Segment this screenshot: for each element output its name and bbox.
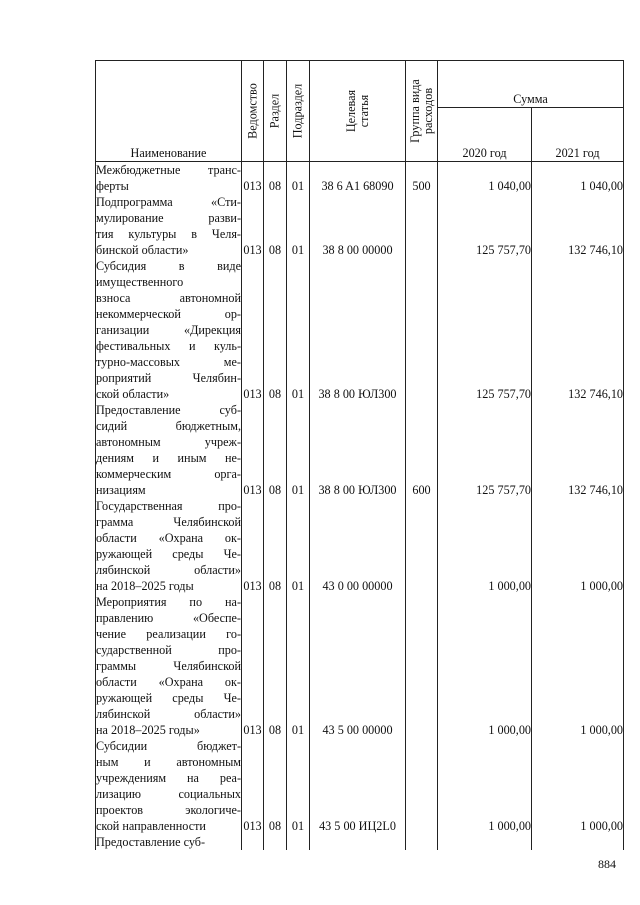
- table-row: [96, 738, 624, 834]
- row-vedomstvo: 013: [242, 738, 264, 834]
- row-name-line: ской области»: [96, 387, 170, 401]
- row-name-line: автономным учреж-: [96, 435, 241, 449]
- header-podrazdel: Подраздел: [287, 61, 310, 162]
- row-sum-2020: 125 757,70: [438, 402, 532, 498]
- row-target-article: 38 6 A1 68090: [310, 162, 406, 195]
- row-name-line: грамма Челябинской: [96, 515, 241, 529]
- row-podrazdel: 01: [287, 194, 310, 258]
- row-name-line: ружающей среды Че-: [96, 547, 241, 561]
- row-name: [96, 834, 242, 850]
- row-name-line: Субсидии бюджет-: [96, 739, 241, 753]
- row-name: [96, 738, 242, 834]
- row-razdel: 08: [264, 738, 287, 834]
- row-target-article: 38 8 00 ЮЛ300: [310, 402, 406, 498]
- table-row: [96, 594, 624, 738]
- row-sum-2020: [438, 834, 532, 850]
- row-sum-2020: 1 040,00: [438, 162, 532, 195]
- row-name-line: Предоставление суб-: [96, 403, 241, 417]
- header-razdel: Раздел: [264, 61, 287, 162]
- row-name-line: на 2018–2025 годы: [96, 579, 194, 593]
- header-row-top: [96, 61, 624, 108]
- row-name-line: Мероприятия по на-: [96, 595, 241, 609]
- row-name: [96, 594, 242, 738]
- row-expense-group: [406, 194, 438, 258]
- header-expense-group: Группа вида расходов: [406, 61, 438, 162]
- row-expense-group: 600: [406, 402, 438, 498]
- row-vedomstvo: 013: [242, 258, 264, 402]
- row-razdel: 08: [264, 498, 287, 594]
- row-expense-group: 500: [406, 162, 438, 195]
- row-name-line: ферты: [96, 179, 129, 193]
- row-name-line: Подпрограмма «Сти-: [96, 195, 241, 209]
- row-sum-2020: 125 757,70: [438, 258, 532, 402]
- row-podrazdel: 01: [287, 258, 310, 402]
- row-razdel: 08: [264, 194, 287, 258]
- row-name-line: взноса автономной: [96, 291, 241, 305]
- row-name-line: области «Охрана ок-: [96, 675, 241, 689]
- row-name-line: лябинской области»: [96, 563, 241, 577]
- row-name-line: имущественного: [96, 275, 184, 289]
- table-row: [96, 194, 624, 258]
- table-row: [96, 162, 624, 195]
- row-expense-group: [406, 594, 438, 738]
- row-razdel: 08: [264, 402, 287, 498]
- table-row: [96, 498, 624, 594]
- row-name-line: фестивальных и куль-: [96, 339, 241, 353]
- row-name-line: Предоставление суб-: [96, 835, 206, 849]
- row-expense-group: [406, 258, 438, 402]
- table-row: [96, 402, 624, 498]
- header-target-article: Целевая статья: [310, 61, 406, 162]
- header-sum: Сумма: [438, 61, 624, 108]
- row-name-line: ружающей среды Че-: [96, 691, 241, 705]
- row-name: [96, 194, 242, 258]
- row-razdel: 08: [264, 162, 287, 195]
- row-target-article: 43 5 00 00000: [310, 594, 406, 738]
- row-name-line: некоммерческой ор-: [96, 307, 241, 321]
- row-expense-group: [406, 834, 438, 850]
- row-target-article: [310, 834, 406, 850]
- row-name-line: дениям и иным не-: [96, 451, 241, 465]
- row-sum-2020: 1 000,00: [438, 498, 532, 594]
- row-expense-group: [406, 498, 438, 594]
- row-name-line: области «Охрана ок-: [96, 531, 241, 545]
- row-name-line: коммерческим орга-: [96, 467, 241, 481]
- table-row: [96, 834, 624, 850]
- row-podrazdel: 01: [287, 498, 310, 594]
- row-name: [96, 258, 242, 402]
- row-sum-2021: 1 000,00: [532, 738, 624, 834]
- row-name-line: Государственная про-: [96, 499, 241, 513]
- row-target-article: 43 0 00 00000: [310, 498, 406, 594]
- table-body: [96, 162, 624, 851]
- row-target-article: 43 5 00 ИЦ2L0: [310, 738, 406, 834]
- row-vedomstvo: 013: [242, 402, 264, 498]
- row-podrazdel: 01: [287, 402, 310, 498]
- row-vedomstvo: 013: [242, 162, 264, 195]
- row-sum-2021: 132 746,10: [532, 258, 624, 402]
- header-year-2020: 2020 год: [438, 108, 532, 162]
- row-vedomstvo: 013: [242, 594, 264, 738]
- row-sum-2020: 1 000,00: [438, 738, 532, 834]
- row-name-line: мулирование разви-: [96, 211, 241, 225]
- row-sum-2020: 125 757,70: [438, 194, 532, 258]
- budget-table: [95, 60, 624, 850]
- page-number: 884: [598, 857, 616, 871]
- row-name-line: Субсидия в виде: [96, 259, 241, 273]
- row-podrazdel: 01: [287, 594, 310, 738]
- row-vedomstvo: [242, 834, 264, 850]
- row-name-line: низациям: [96, 483, 146, 497]
- row-expense-group: [406, 738, 438, 834]
- row-razdel: 08: [264, 594, 287, 738]
- row-name-line: ным и автономным: [96, 755, 241, 769]
- row-name-line: роприятий Челябин-: [96, 371, 241, 385]
- table-row: [96, 258, 624, 402]
- row-sum-2021: [532, 834, 624, 850]
- header-year-2021: 2021 год: [532, 108, 624, 162]
- row-name-line: проектов экологиче-: [96, 803, 241, 817]
- row-name-line: учреждениям на реа-: [96, 771, 241, 785]
- row-target-article: 38 8 00 ЮЛ300: [310, 258, 406, 402]
- row-podrazdel: 01: [287, 162, 310, 195]
- row-name-line: правлению «Обеспе-: [96, 611, 241, 625]
- row-name-line: сидий бюджетным,: [96, 419, 241, 433]
- row-vedomstvo: 013: [242, 194, 264, 258]
- row-sum-2020: 1 000,00: [438, 594, 532, 738]
- row-name-line: лябинской области»: [96, 707, 241, 721]
- row-name: [96, 162, 242, 195]
- row-razdel: 08: [264, 258, 287, 402]
- row-sum-2021: 132 746,10: [532, 402, 624, 498]
- row-name-line: бинской области»: [96, 243, 189, 257]
- row-name-line: сударственной про-: [96, 643, 241, 657]
- row-sum-2021: 132 746,10: [532, 194, 624, 258]
- row-podrazdel: [287, 834, 310, 850]
- row-name-line: лизацию социальных: [96, 787, 241, 801]
- row-razdel: [264, 834, 287, 850]
- row-target-article: 38 8 00 00000: [310, 194, 406, 258]
- row-name-line: тия культуры в Челя-: [96, 227, 241, 241]
- row-name-line: ганизации «Дирекция: [96, 323, 241, 337]
- row-name-line: чение реализации го-: [96, 627, 241, 641]
- row-name: [96, 402, 242, 498]
- header-vedomstvo: Ведомство: [242, 61, 264, 162]
- row-sum-2021: 1 040,00: [532, 162, 624, 195]
- row-sum-2021: 1 000,00: [532, 498, 624, 594]
- row-name-line: турно-массовых ме-: [96, 355, 241, 369]
- header-name: Наименование: [96, 61, 242, 162]
- row-name-line: ской направленности: [96, 819, 206, 833]
- row-name-line: на 2018–2025 годы»: [96, 723, 200, 737]
- row-name-line: граммы Челябинской: [96, 659, 241, 673]
- row-name-line: Межбюджетные транс-: [96, 163, 241, 177]
- row-name: [96, 498, 242, 594]
- row-podrazdel: 01: [287, 738, 310, 834]
- row-sum-2021: 1 000,00: [532, 594, 624, 738]
- row-vedomstvo: 013: [242, 498, 264, 594]
